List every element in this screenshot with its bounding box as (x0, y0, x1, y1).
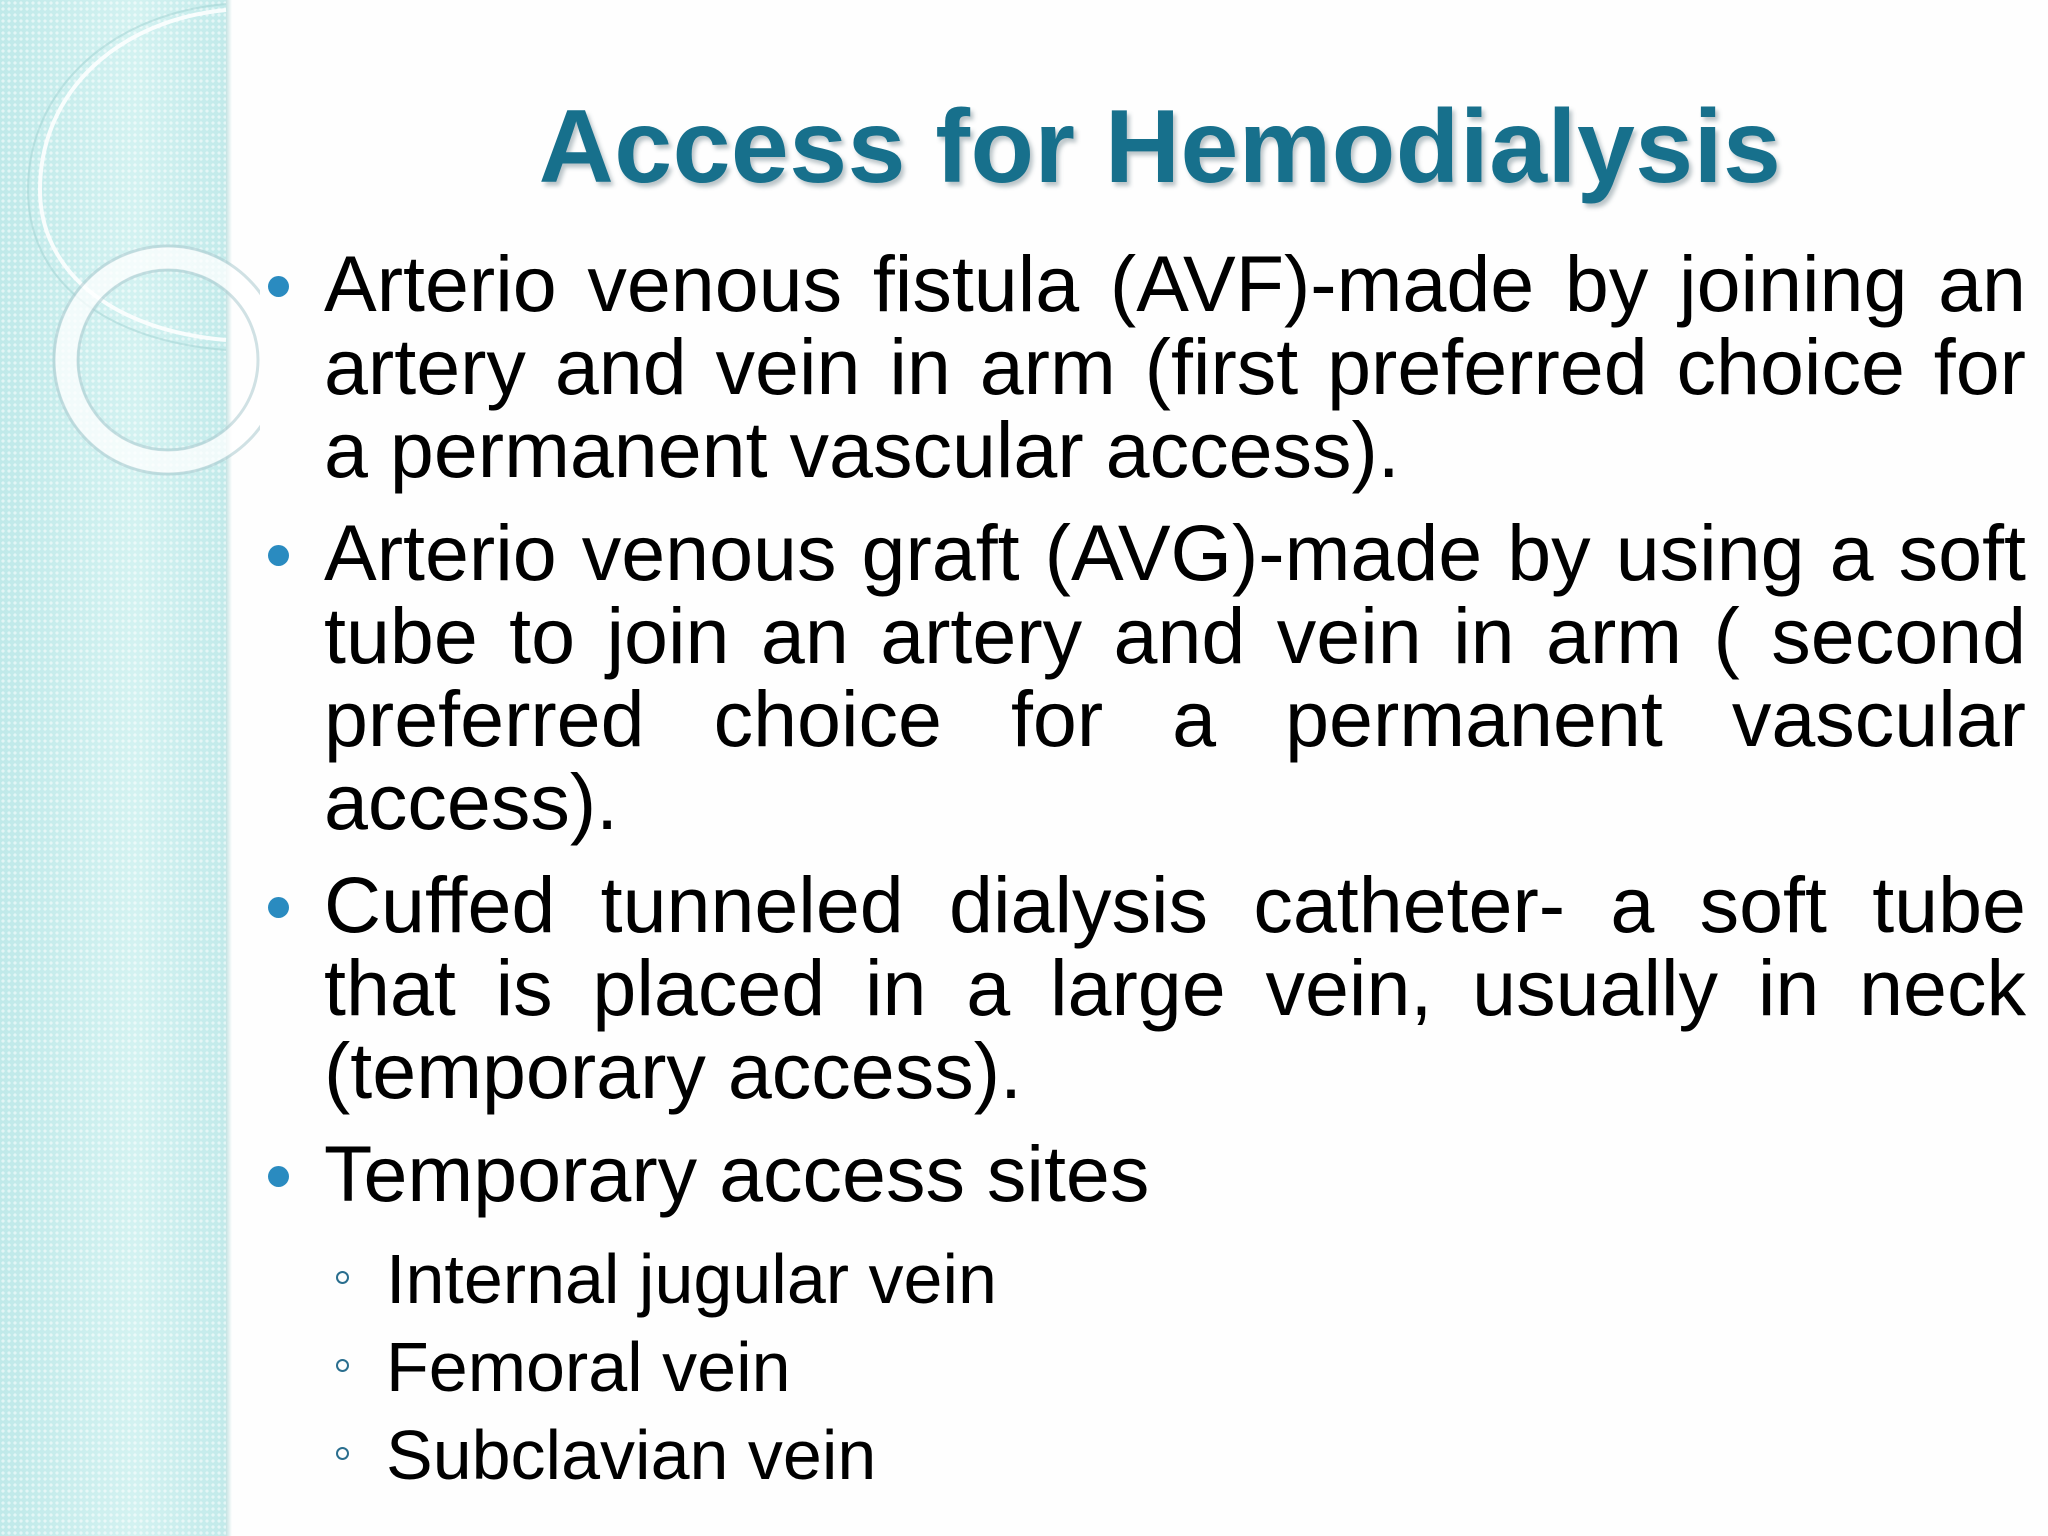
filled-circle-bullet-icon (268, 276, 289, 297)
sub-item-text: Femoral vein (386, 1328, 791, 1406)
hollow-circle-bullet-icon (336, 1359, 349, 1372)
sub-item-text: Subclavian vein (386, 1416, 877, 1494)
hollow-circle-bullet-icon (336, 1447, 349, 1460)
filled-circle-bullet-icon (268, 545, 289, 566)
hollow-circle-bullet-icon (336, 1271, 349, 1284)
bullet-item-avg (262, 508, 2026, 846)
decorative-rings (0, 0, 260, 520)
sub-item-internal-jugular (262, 1235, 2026, 1323)
filled-circle-bullet-icon (268, 897, 289, 918)
bullet-text: Cuffed tunneled dialysis catheter- a soft tube that is placed in a large vein, usually in neck (temporary access). (324, 860, 2026, 1115)
bullet-text: Temporary access sites (324, 1129, 1150, 1218)
bullet-text: Arterio venous fistula (AVF)-made by joining an artery and vein in arm (first preferred choice for a permanent vascular access). (324, 239, 2026, 494)
sub-bullet-list (262, 1235, 2026, 1499)
bullet-item-catheter (262, 860, 2026, 1115)
slide-title: Access for Hemodialysis (538, 89, 1782, 205)
filled-circle-bullet-icon (268, 1166, 289, 1187)
bullet-item-avf (262, 239, 2026, 494)
sub-item-femoral (262, 1323, 2026, 1411)
bullet-item-temporary-sites (262, 1129, 2026, 1218)
bullet-text: Arterio venous graft (AVG)-made by using a soft tube to join an artery and vein in arm ( second preferred choice for a permanent vascular access). (324, 508, 2026, 846)
sub-item-subclavian (262, 1411, 2026, 1499)
sub-item-text: Internal jugular vein (386, 1240, 997, 1318)
bullet-list (262, 239, 2026, 1499)
